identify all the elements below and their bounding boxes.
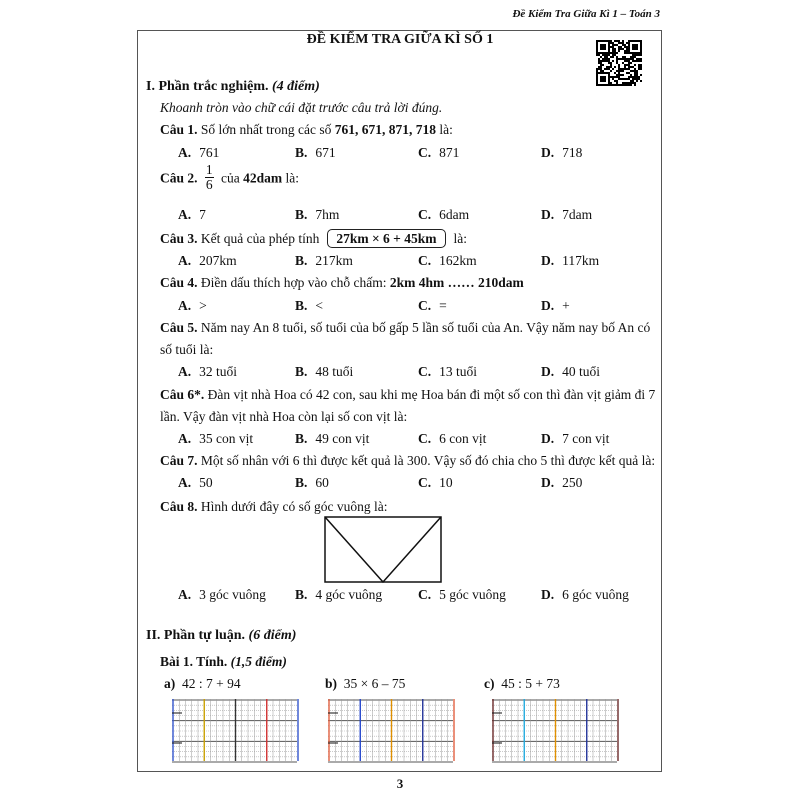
option-b[interactable] [295,253,353,269]
option-letter: C. [418,145,432,160]
question-text-line2: lần. Vậy đàn vịt nhà Hoa còn lại số con vịt là: [160,409,408,424]
option-d[interactable] [541,253,599,269]
option-text: 50 [199,475,213,490]
option-c[interactable] [418,431,486,447]
option-letter: D. [541,145,555,160]
option-c[interactable] [418,587,506,603]
option-d[interactable] [541,475,582,491]
bai1-label: Bài 1. Tính. [160,654,228,669]
option-letter: C. [418,431,432,446]
option-text: > [199,298,207,313]
option-letter: A. [178,298,192,313]
part2-title: II. Phần tự luận. [146,628,246,643]
question-text: Điền dấu thích hợp vào chỗ chấm: [200,275,390,290]
option-text: 60 [315,475,329,490]
part2-points: (6 điểm) [248,628,297,643]
option-b[interactable] [295,207,339,223]
option-text: 35 con vịt [199,431,254,446]
qr-code-icon [596,40,642,86]
question-label: Câu 4. [160,275,198,290]
question-3 [160,231,467,247]
option-b[interactable] [295,298,323,314]
option-text: 32 tuổi [199,364,238,379]
page-title: ĐỀ KIỂM TRA GIỮA KÌ SỐ 1 [306,32,494,47]
option-letter: C. [418,475,432,490]
option-text: 7 [199,207,206,222]
exercise-letter: a) [164,676,176,691]
option-a[interactable] [178,253,237,269]
option-letter: B. [295,253,308,268]
exercise-letter: c) [484,676,495,691]
part1-title: I. Phần trắc nghiệm. [146,79,269,94]
option-a[interactable] [178,298,207,314]
question-text: Kết quả của phép tính [200,231,320,246]
option-text: 718 [562,145,583,160]
exercise-b [325,676,405,692]
question-text: Số lớn nhất trong các số [200,122,335,137]
question-label: Câu 6*. [160,387,205,402]
question-2 [160,162,300,192]
option-text: 761 [199,145,220,160]
running-header: Đề Kiểm Tra Giữa Kì 1 – Toán 3 [512,8,660,20]
part2-heading [146,628,296,644]
bai1-heading [160,654,287,670]
option-letter: C. [418,253,432,268]
question-text: Một số nhân với 6 thì được kết quả là 300. Vậy số đó chia cho 5 thì được kết quả là: [200,453,656,468]
option-text: 6dam [439,207,470,222]
option-text: 49 con vịt [315,431,370,446]
fraction [205,163,214,192]
option-letter: C. [418,207,432,222]
question-label: Câu 2. [160,170,198,186]
option-b[interactable] [295,587,382,603]
exercise-expr: 45 : 5 + 73 [501,676,560,691]
option-letter: C. [418,364,432,379]
question-bold: 42dam [243,170,283,186]
option-c[interactable] [418,207,469,223]
option-b[interactable] [295,431,369,447]
option-letter: A. [178,431,192,446]
question-tail: là: [436,122,453,137]
option-text: 162km [439,253,477,268]
option-text: = [439,298,447,313]
exercise-expr: 42 : 7 + 94 [182,676,241,691]
option-text: 217km [315,253,353,268]
question-8 [160,499,387,515]
exercise-c [484,676,560,692]
exercise-letter: b) [325,676,338,691]
question-tail: là: [453,231,468,246]
option-letter: B. [295,207,308,222]
option-letter: D. [541,587,555,602]
option-c[interactable] [418,475,453,491]
option-letter: A. [178,587,192,602]
option-letter: B. [295,431,308,446]
option-letter: B. [295,587,308,602]
option-text: 4 góc vuông [315,587,383,602]
option-text: 3 góc vuông [199,587,266,602]
option-text: 48 tuổi [315,364,354,379]
option-text: 13 tuổi [439,364,478,379]
option-d[interactable] [541,431,609,447]
bai1-points: (1,5 điểm) [230,654,287,669]
option-a[interactable] [178,364,237,380]
question-label: Câu 3. [160,231,198,246]
fraction-numerator: 1 [205,162,213,177]
exercise-a [164,676,241,692]
option-text: 7 con vịt [562,431,610,446]
exercise-expr: 35 × 6 – 75 [343,676,406,691]
question-4 [160,275,524,291]
option-c[interactable] [418,145,459,161]
option-text: 10 [439,475,453,490]
option-letter: C. [418,298,432,313]
question-text-line2: số tuổi là: [160,342,214,357]
option-a[interactable] [178,207,206,223]
option-letter: D. [541,431,555,446]
writing-grid [492,699,619,763]
option-text: 671 [315,145,336,160]
fraction-denominator: 6 [205,177,213,192]
option-d[interactable] [541,145,582,161]
option-letter: C. [418,587,432,602]
option-c[interactable] [418,298,447,314]
option-b[interactable] [295,145,336,161]
option-c[interactable] [418,253,477,269]
option-text: 7dam [562,207,593,222]
option-letter: A. [178,207,192,222]
option-text: 207km [199,253,237,268]
question-label: Câu 1. [160,122,198,137]
option-letter: B. [295,298,308,313]
option-letter: A. [178,253,192,268]
option-d[interactable] [541,364,600,380]
page-number: 3 [396,776,404,791]
option-letter: A. [178,145,192,160]
option-b[interactable] [295,364,353,380]
option-letter: D. [541,207,555,222]
option-c[interactable] [418,364,477,380]
part1-heading [146,79,320,95]
option-b[interactable] [295,475,329,491]
option-a[interactable] [178,145,219,161]
option-letter: A. [178,475,192,490]
option-text: 40 tuổi [562,364,601,379]
question-text: Hình dưới đây có số góc vuông là: [200,499,388,514]
option-text: 7hm [315,207,340,222]
option-letter: D. [541,475,555,490]
question-label: Câu 8. [160,499,198,514]
question-text: Năm nay An 8 tuổi, số tuổi của bố gấp 5 lần số tuổi của An. Vậy năm nay bố An có [200,320,651,335]
question-5 [160,320,650,336]
option-d[interactable] [541,587,629,603]
option-letter: A. [178,364,192,379]
question-7 [160,453,655,469]
question-label: Câu 5. [160,320,198,335]
option-letter: D. [541,364,555,379]
question-tail: là: [282,170,300,186]
option-d[interactable] [541,298,570,314]
question-text: của [217,170,244,186]
question-bold: 2km 4hm …… 210dam [389,275,524,290]
question-label: Câu 7. [160,453,198,468]
option-text: 6 góc vuông [562,587,629,602]
option-a[interactable] [178,587,266,603]
rectangle-figure [320,514,448,586]
question-1 [160,122,453,138]
option-text: 5 góc vuông [439,587,506,602]
option-text: 6 con vịt [439,431,487,446]
writing-grid [328,699,455,763]
option-text: 871 [439,145,460,160]
writing-grid [172,699,299,763]
boxed-expression: 27km × 6 + 45km [327,229,445,248]
option-d[interactable] [541,207,592,223]
question-6 [160,387,655,403]
option-letter: D. [541,253,555,268]
question-bold: 761, 671, 871, 718 [334,122,437,137]
option-letter: B. [295,364,308,379]
instruction-text: Khoanh tròn vào chữ cái đặt trước câu trả lời đúng. [160,100,443,115]
option-a[interactable] [178,475,213,491]
instruction [160,100,442,116]
option-letter: D. [541,298,555,313]
option-text: 117km [562,253,600,268]
option-text: + [562,298,570,313]
option-text: 250 [562,475,583,490]
option-letter: B. [295,475,308,490]
option-letter: B. [295,145,308,160]
option-text: < [315,298,324,313]
option-a[interactable] [178,431,253,447]
part1-points: (4 điểm) [272,79,320,94]
question-text: Đàn vịt nhà Hoa có 42 con, sau khi mẹ Hoa bán đi một số con thì đàn vịt giảm đi 7 [207,387,656,402]
